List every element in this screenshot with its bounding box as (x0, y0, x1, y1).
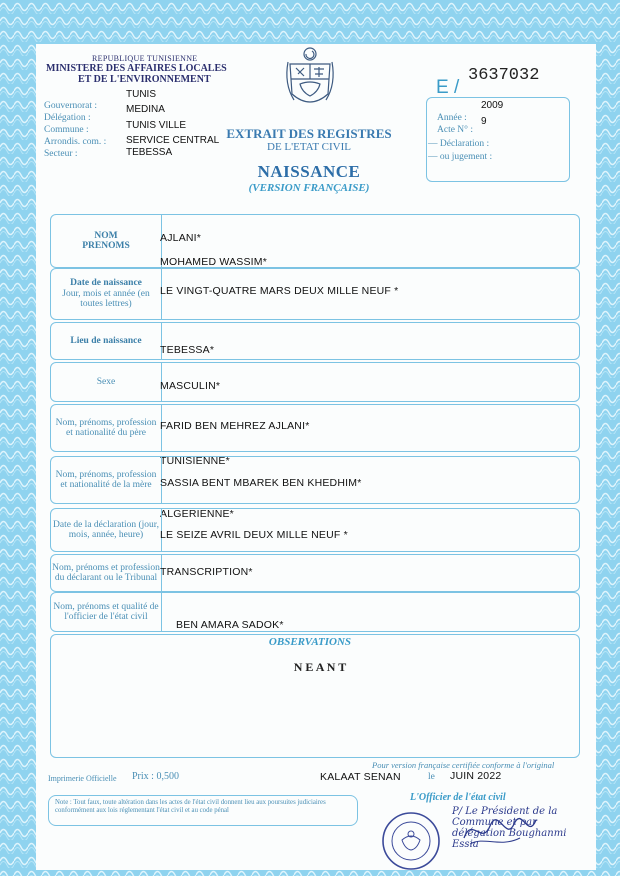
legal-note: Note : Tout faux, toute altération dans les actes de l'état civil donnent lieu aux poursuites judiciaires conformément aux lois réglementant l'état civil et au code pénal (48, 795, 358, 826)
declaration-ref-label: — Déclaration : (428, 139, 490, 149)
round-official-stamp-icon (378, 810, 444, 872)
declaration-label: Date de la déclaration (jour, mois, année, heure) (51, 509, 162, 551)
pere-value: FARID BEN MEHREZ AJLANI* (160, 420, 310, 432)
mere-label: Nom, prénoms, profession et nationalité de la mère (51, 457, 162, 503)
date-naissance-label: Date de naissance (70, 278, 142, 289)
date-naissance-sub: Jour, mois et année (en toutes lettres) (62, 288, 150, 310)
annee-value: 2009 (481, 100, 504, 111)
observations-box (50, 634, 580, 758)
arrondis-value: SERVICE CENTRAL (126, 135, 220, 146)
gouvernorat-label: Gouvernorat : (44, 101, 98, 111)
officier-label: Nom, prénoms et qualité de l'officier de l'état civil (51, 593, 162, 631)
acte-value: 9 (481, 116, 487, 127)
pere-label: Nom, prénoms, profession et nationalité du père (51, 405, 162, 451)
delegation-label: Délégation : (44, 113, 91, 123)
officier-value: BEN AMARA SADOK* (176, 619, 284, 631)
jugement-ref-label: — ou jugement : (428, 152, 493, 162)
mere-value: SASSIA BENT MBAREK BEN KHEDHIM* (160, 477, 362, 489)
lieu-label: Lieu de naissance (51, 323, 162, 359)
secteur-label: Secteur : (44, 149, 78, 159)
reference-number: 3637032 (468, 66, 540, 85)
le-label: le (428, 772, 435, 782)
row-pere (50, 404, 580, 452)
signature-block: P/ Le Président de la Commune et par délégation Boughanmi Essia (452, 806, 567, 850)
title-line1: EXTRAIT DES REGISTRES (226, 126, 392, 141)
nom-value: AJLANI* (160, 232, 202, 244)
row-declarant (50, 554, 580, 592)
date-naissance-value: LE VINGT-QUATRE MARS DEUX MILLE NEUF * (160, 285, 399, 297)
declaration-value: LE SEIZE AVRIL DEUX MILLE NEUF * (160, 529, 348, 541)
tunisia-emblem-icon (282, 44, 338, 114)
lieu-value: TEBESSA* (160, 344, 215, 356)
sexe-label: Sexe (51, 363, 162, 401)
commune-label: Commune : (44, 125, 89, 135)
observations-title: OBSERVATIONS (268, 636, 352, 648)
observations-value: N E A N T (293, 660, 347, 674)
ministry-line2: ET DE L'ENVIRONNEMENT (78, 74, 211, 85)
version-label: (VERSION FRANÇAISE) (248, 182, 370, 194)
row-nom-prenoms (50, 214, 580, 268)
place-value: KALAAT SENAN (320, 771, 401, 783)
secteur-value: TEBESSA (126, 147, 173, 158)
reference-prefix: E / (436, 77, 460, 98)
document-title: NAISSANCE (257, 162, 361, 181)
row-lieu (50, 322, 580, 360)
prenoms-value: MOHAMED WASSIM* (160, 256, 268, 268)
republic-label: REPUBLIQUE TUNISIENNE (92, 54, 198, 63)
officier-signature-label: L'Officier de l'état civil (410, 792, 506, 803)
gouvernorat-value: TUNIS (126, 89, 156, 100)
declarant-label: Nom, prénoms et profession du déclarant ou le Tribunal (51, 555, 162, 591)
title-line2: DE L'ETAT CIVIL (267, 141, 351, 153)
imprimerie-label: Imprimerie Officielle (48, 774, 117, 783)
ministry-line1: MINISTERE DES AFFAIRES LOCALES (46, 63, 227, 74)
date-value: JUIN 2022 (450, 770, 502, 782)
acte-label: Acte N° : (437, 125, 473, 135)
arrondis-label: Arrondis. com. : (44, 137, 107, 147)
annee-label: Année : (437, 113, 467, 123)
delegation-value: MEDINA (126, 104, 165, 115)
sexe-value: MASCULIN* (160, 380, 221, 392)
prenoms-label: PRENOMS (82, 241, 130, 251)
row-sexe (50, 362, 580, 402)
pere-nationalite: TUNISIENNE* (160, 455, 230, 467)
row-officier (50, 592, 580, 632)
prix-label: Prix : 0,500 (132, 771, 179, 782)
certification-text: Pour version française certifiée conforme à l'original (372, 760, 555, 770)
signature-scribble-icon (460, 812, 540, 852)
mere-nationalite: ALGERIENNE* (160, 508, 234, 520)
nom-label: NOM (94, 230, 118, 241)
declarant-value: TRANSCRIPTION* (160, 566, 253, 578)
commune-value: TUNIS VILLE (126, 120, 187, 131)
